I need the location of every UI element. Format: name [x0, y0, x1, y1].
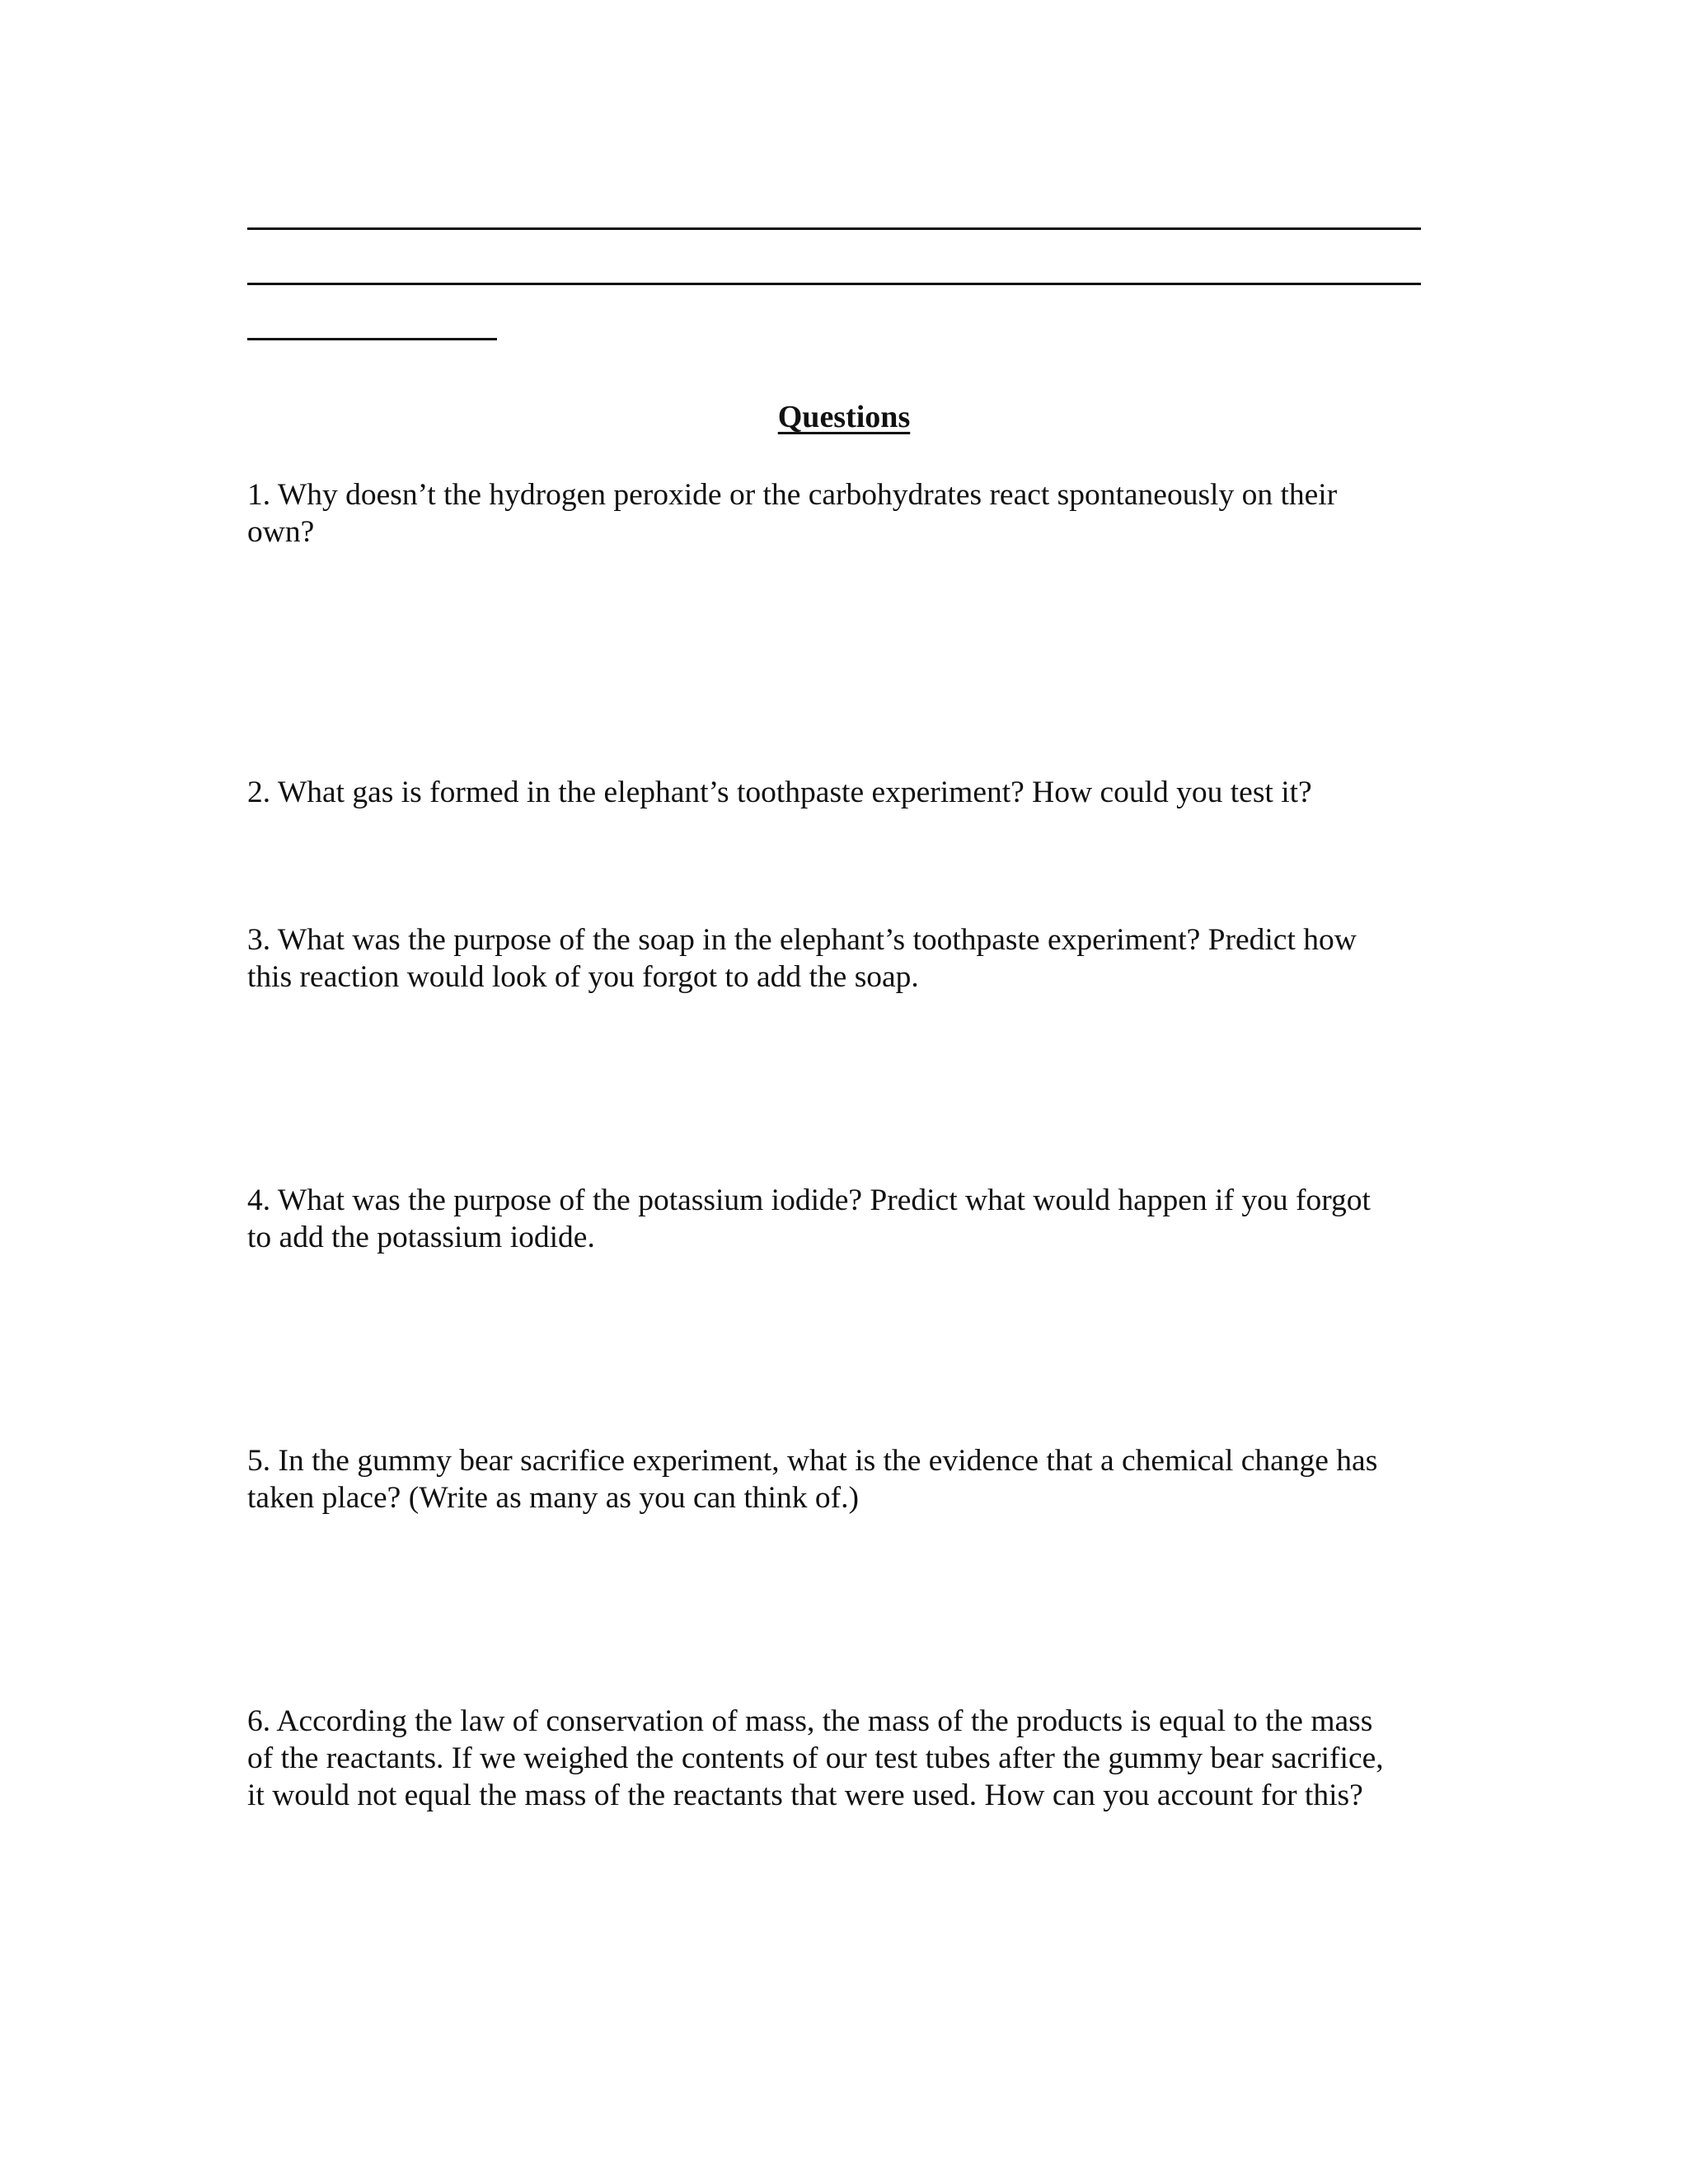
question-6 [247, 1703, 1434, 1814]
question-6-line-1: 6. According the law of conservation of mass, the mass of the products is equal to the mass [247, 1704, 1373, 1738]
question-6-line-3: it would not equal the mass of the reactants that were used. How can you account for this? [247, 1779, 1363, 1812]
answer-line-3-short [247, 338, 497, 340]
question-5 [247, 1442, 1434, 1516]
question-3-line-2: this reaction would look of you forgot to add the soap. [247, 960, 919, 994]
question-1 [247, 476, 1434, 551]
question-3-line-1: 3. What was the purpose of the soap in the elephant’s toothpaste experiment? Predict how [247, 923, 1357, 957]
question-1-line-1: 1. Why doesn’t the hydrogen peroxide or the carbohydrates react spontaneously on their [247, 478, 1338, 512]
answer-line-2 [247, 283, 1421, 285]
question-4 [247, 1182, 1434, 1256]
question-6-line-2: of the reactants. If we weighed the contents of our test tubes after the gummy bear sacrifice, [247, 1741, 1384, 1775]
page-title: Questions [777, 400, 911, 434]
question-2-line-1: 2. What gas is formed in the elephant’s toothpaste experiment? How could you test it? [247, 776, 1312, 809]
question-5-line-1: 5. In the gummy bear sacrifice experiment, what is the evidence that a chemical change has [247, 1444, 1378, 1478]
question-3 [247, 921, 1434, 996]
question-1-line-2: own? [247, 515, 315, 549]
question-4-line-2: to add the potassium iodide. [247, 1221, 595, 1254]
question-4-line-1: 4. What was the purpose of the potassium iodide? Predict what would happen if you forgot [247, 1183, 1371, 1217]
question-5-line-2: taken place? (Write as many as you can think of.) [247, 1481, 859, 1515]
question-2 [247, 774, 1434, 811]
answer-line-1 [247, 227, 1421, 230]
